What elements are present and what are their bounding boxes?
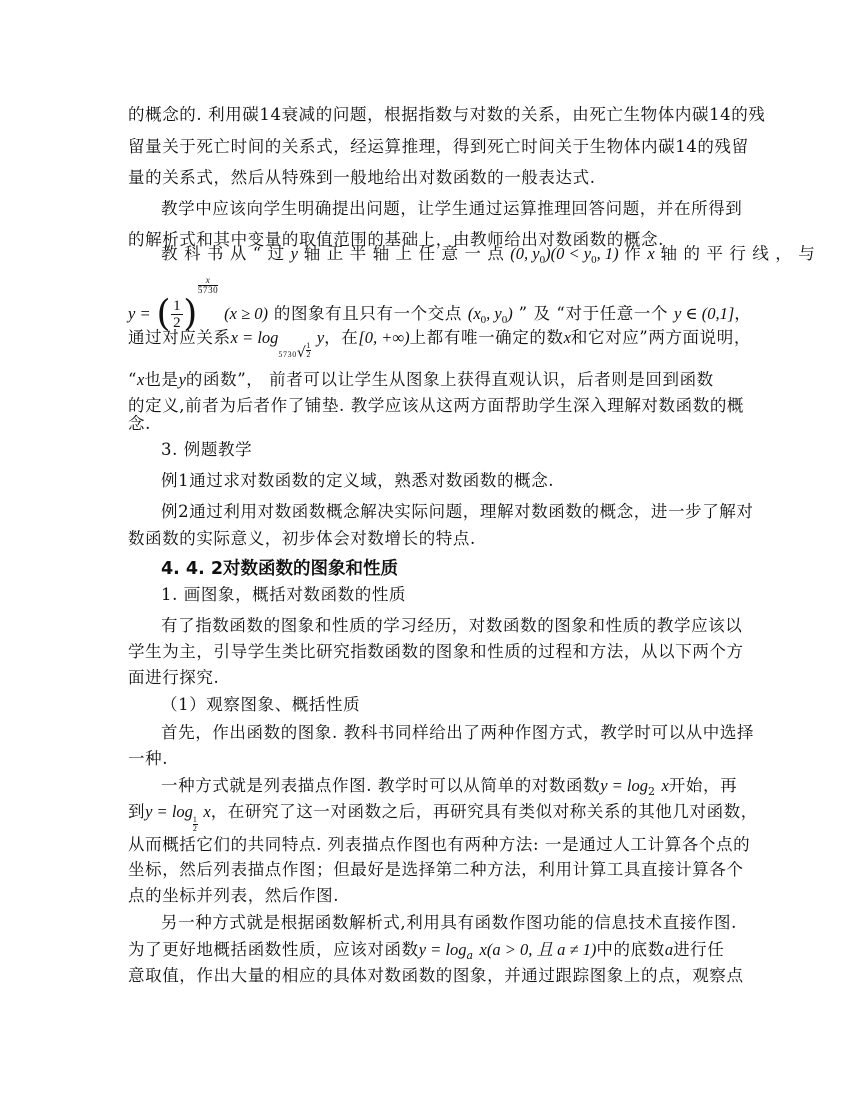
section-heading: 4. 4. 2对数函数的图象和性质: [161, 559, 399, 579]
text-line: 点的坐标并列表，然后作图.: [128, 886, 340, 905]
text-line: 留量关于死亡时间的关系式，经运算推理，得到死亡时间关于生物体内碳14的残留: [128, 137, 749, 156]
text-line: 学生为主，引导学生类比研究指数函数的图象和性质的过程和方法，从以下两个方: [128, 642, 744, 661]
text-line: 有了指数函数的图象和性质的学习经历，对数函数的图象和性质的教学应该以: [161, 616, 743, 635]
text-line: （1）观察图象、概括性质: [161, 695, 361, 714]
text-line: 面进行探究.: [128, 668, 220, 687]
text-line: 1. 画图象，概括对数函数的性质: [161, 585, 407, 604]
text-line: 量的关系式，然后从特殊到一般地给出对数函数的一般表达式.: [128, 168, 596, 187]
text-line: 教学中应该向学生明确提出问题，让学生通过运算推理回答问题，并在所得到: [161, 199, 743, 218]
text-line: 意取值，作出大量的相应的具体对数函数的图象，并通过跟踪图象上的点，观察点: [128, 966, 744, 985]
text-line: 通过对应关系x = log5730√ $\frac{1}{2}$ y，在[0, +∞)上都有唯一确定的数x和它对应”两方面说明，: [128, 328, 751, 361]
text-line: 念.: [128, 414, 151, 433]
text-line: 一种方式就是列表描点作图. 教学时可以从简单的对数函数$y = \log_2 x$开始，再: [161, 776, 738, 798]
text-line: 例2通过利用对数函数概念解决实际问题，理解对数函数的概念，进一步了解对: [161, 502, 754, 521]
text-line: 的定义,前者为后者作了铺垫. 教学应该从这两方面帮助学生深入理解对数函数的概: [128, 396, 745, 415]
text-line: “x也是y的函数”， 前者可以让学生从图象上获得直观认识，后者则是回到函数: [128, 370, 714, 389]
text-line: 的概念的. 利用碳14衰减的问题，根据指数与对数的关系，由死亡生物体内碳14的残: [128, 105, 766, 124]
text-line: 首先，作出函数的图象. 教科书同样给出了两种作图方式，教学时可以从中选择: [161, 723, 755, 742]
text-line: 从而概括它们的共同特点. 列表描点作图也有两种方法: 一是通过人工计算各个点的: [128, 835, 751, 854]
text-line: 的解析式和其中变量的取值范围的基础上，由教师给出对数函数的概念.: [128, 230, 664, 249]
text-line: 到y = log $\frac{1}{2}$ x，在研究了这一对函数之后，再研究具有类似对称关系的其他几对函数，: [128, 802, 758, 833]
formula-line: y = ( $\frac{1}{2}$ ) $\frac{x}{5730}$ (x ≥ 0) 的图象有且只有一个交点 ($x_0$, $y_0$) ” 及 “对于任意一个 y ∈ (0,1]，: [128, 275, 752, 335]
text-line: 教 科 书 从 “ 过 y 轴 正 半 轴 上 任 意 一 点 (0, $y_0)(0 < y_0$, 1) 作 x 轴 的 平 行 线 ， 与: [161, 244, 816, 266]
text-line: 另一种方式就是根据函数解析式,利用具有函数作图功能的信息技术直接作图.: [161, 913, 737, 932]
text-line: 3. 例题教学: [161, 440, 253, 459]
text-line: 一种.: [128, 749, 169, 768]
text-line: 例1通过求对数函数的定义域，熟悉对数函数的概念.: [161, 471, 555, 490]
text-line: 为了更好地概括函数性质，应该对函数$y = \log_a x(a > 0$, 且 a ≠ 1)中的底数a进行任: [128, 940, 725, 962]
text-line: 数函数的实际意义，初步体会对数增长的特点.: [128, 529, 476, 548]
text-line: 坐标，然后列表描点作图；但最好是选择第二种方法，利用计算工具直接计算各个: [128, 860, 744, 879]
